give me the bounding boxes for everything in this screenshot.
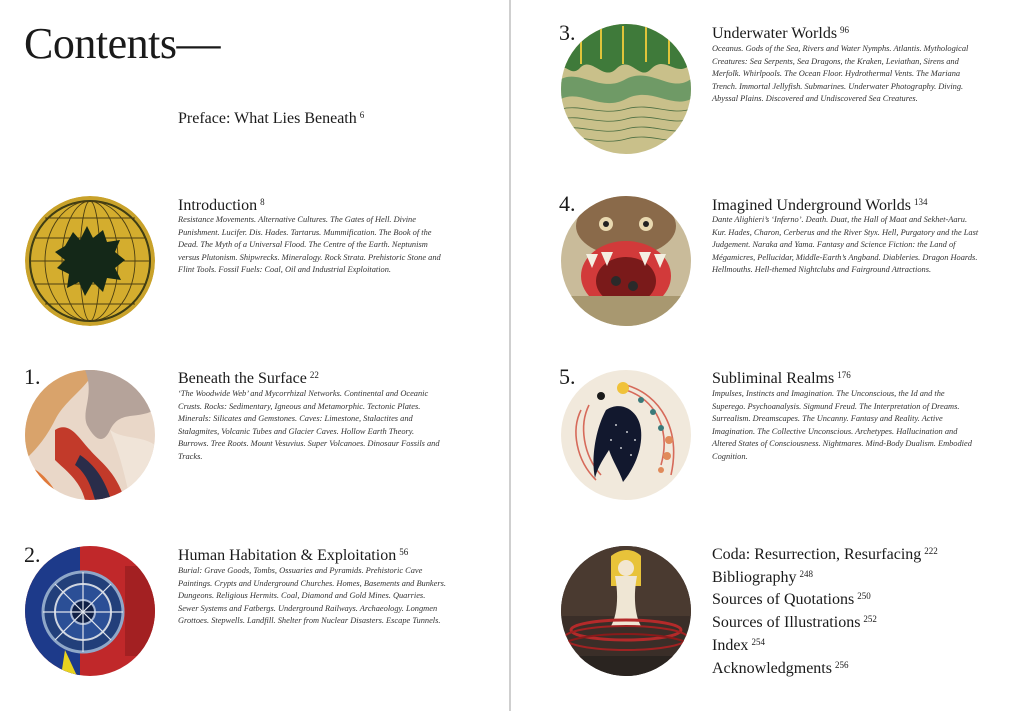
introduction-description: Resistance Movements. Alternative Cultures. The Gates of Hell. Divine Punishment. Lucifer. Dis. Hades. Tartarus. Mummification. The Book of the Dead. The Myth of a Universal Flood. The Centre of the Earth. Neptunism versus Plutonism. Shipwrecks. Mineralogy. Rock Strata. Prehistoric Stone and Flint Tools. Fossil Fuels: Coal, Oil and Industrial Exploitation. bbox=[178, 215, 441, 274]
chapter-3-description: Oceanus. Gods of the Sea, Rivers and Water Nymphs. Atlantis. Mythological Creatures: Sea Serpents, Sea Dragons, the Kraken, Leviathan, Sirens and Merfolk. Whirlpools. The Ocean Floor. Hydrothermal Vents. The Mariana Trench. Immortal Jellyfish. Submarines. Underwater Photography. Diving. Abyssal Plains. Discovered and Undiscovered Sea Creatures. bbox=[712, 44, 969, 103]
chapter-2-page: 56 bbox=[399, 547, 409, 557]
chapter-4-title: Imagined Underground Worlds $^{134}$ bbox=[712, 197, 928, 214]
chapter-5-page: 176 bbox=[837, 370, 851, 380]
chapter-3-page: 96 bbox=[840, 25, 850, 35]
chapter-1-title: Beneath the Surface $^{22}$ bbox=[178, 370, 319, 387]
particle-detector-icon bbox=[24, 542, 155, 676]
hellmouth-icon bbox=[561, 196, 691, 326]
chapter-5-description: Impulses, Instincts and Imagination. The Unconscious, the Id and the Superego. Psychoanalysis. Sigmund Freud. The Interpretation of Dreams. Surrealism. Dreamscapes. The Uncanny. Fantasy and Reality. Active Imagination. The Collective Unconscious. Archetypes. Hallucination and Altered States of Consciousness. Nightmares. Mind-Body Dualism. Embodied Cognition. bbox=[712, 389, 972, 461]
back-matter-item-acknowledgments: Acknowledgments $^{256}$ bbox=[712, 659, 849, 677]
back-matter-item-coda: Coda: Resurrection, Resurfacing $^{222}$ bbox=[712, 546, 938, 563]
chapter-2-description: Burial: Grave Goods, Tombs, Ossuaries and Pyramids. Prehistoric Cave Paintings. Crypts and Underground Churches. Homes, Basements and Bunkers. Dungeons. Religious Hermits. Coal, Diamond and Gold Mines. Quarries. Sewer Systems and Fatbergs. Underground Railways. Archaeology. Longmen Grottoes. Stepwells. Landfill. Shelter from Nuclear Disasters. Escape Tunnels. bbox=[178, 566, 446, 625]
back-matter-item-quotations: Sources of Quotations $^{250}$ bbox=[712, 591, 871, 609]
chapter-1-description: ‘The Woodwide Web’ and Mycorrhizal Networks. Continental and Oceanic Crusts. Rocks: Sedimentary, Igneous and Metamorphic. Tectonic Plates. Minerals: Silicates and Gemstones. Caves: Limestone, Stalactites and Stalagmites, Volcanic Tubes and Glacier Caves. Hollow Earth Theory. Burrows. Tree Roots. Mount Vesuvius. Super Volcanoes. Dinosaur Fossils and Tracks. bbox=[178, 389, 440, 461]
dream-figure-icon bbox=[561, 370, 691, 500]
marbled-rock-icon bbox=[25, 370, 155, 500]
chapter-4-number: 4. bbox=[559, 191, 576, 216]
back-matter-list bbox=[712, 542, 938, 678]
chapter-3-title: Underwater Worlds $^{96}$ bbox=[712, 25, 850, 42]
preface-page: 6 bbox=[359, 110, 365, 120]
right-page bbox=[511, 0, 1020, 711]
back-matter-item-bibliography: Bibliography $^{248}$ bbox=[712, 568, 813, 586]
contents-heading: Contents— bbox=[24, 19, 220, 68]
introduction-title: Introduction $^8$ bbox=[178, 197, 265, 214]
back-matter-item-illustrations: Sources of Illustrations $^{252}$ bbox=[712, 614, 877, 632]
chapter-1-page: 22 bbox=[309, 370, 319, 380]
preface-title: Preface: What Lies Beneath $^6$ bbox=[178, 110, 365, 127]
resurrection-figure-icon bbox=[561, 546, 691, 676]
globe-illustration-icon bbox=[25, 196, 155, 326]
chapter-1-number: 1. bbox=[24, 364, 41, 389]
chapter-5-title: Subliminal Realms $^{176}$ bbox=[712, 370, 851, 387]
chapter-4-page: 134 bbox=[913, 197, 928, 207]
introduction-page: 8 bbox=[260, 197, 265, 207]
ocean-waves-icon bbox=[559, 20, 691, 154]
chapter-2-title: Human Habitation & Exploitation $^{56}$ bbox=[178, 547, 409, 564]
chapter-5-number: 5. bbox=[559, 364, 576, 389]
chapter-2-number: 2. bbox=[24, 542, 41, 567]
chapter-3-number: 3. bbox=[559, 20, 576, 45]
left-page bbox=[0, 0, 509, 711]
back-matter-item-index: Index $^{254}$ bbox=[712, 636, 765, 654]
chapter-4-description: Dante Alighieri’s ‘Inferno’. Death. Duat, the Hall of Maat and Sekhet-Aaru. Kur. Hades, Charon, Cerberus and the River Styx. Hell, Purgatory and the Last Judgement. Naraka and Yama. Fantasy and Science Fiction: the Land of Mégamicres, Pellucidar, Middle-Earth’s Angband. Diableries. Dragon Hoards. Hellmouths. Hell-themed Nightclubs and Fairground Attractions. bbox=[712, 215, 979, 274]
